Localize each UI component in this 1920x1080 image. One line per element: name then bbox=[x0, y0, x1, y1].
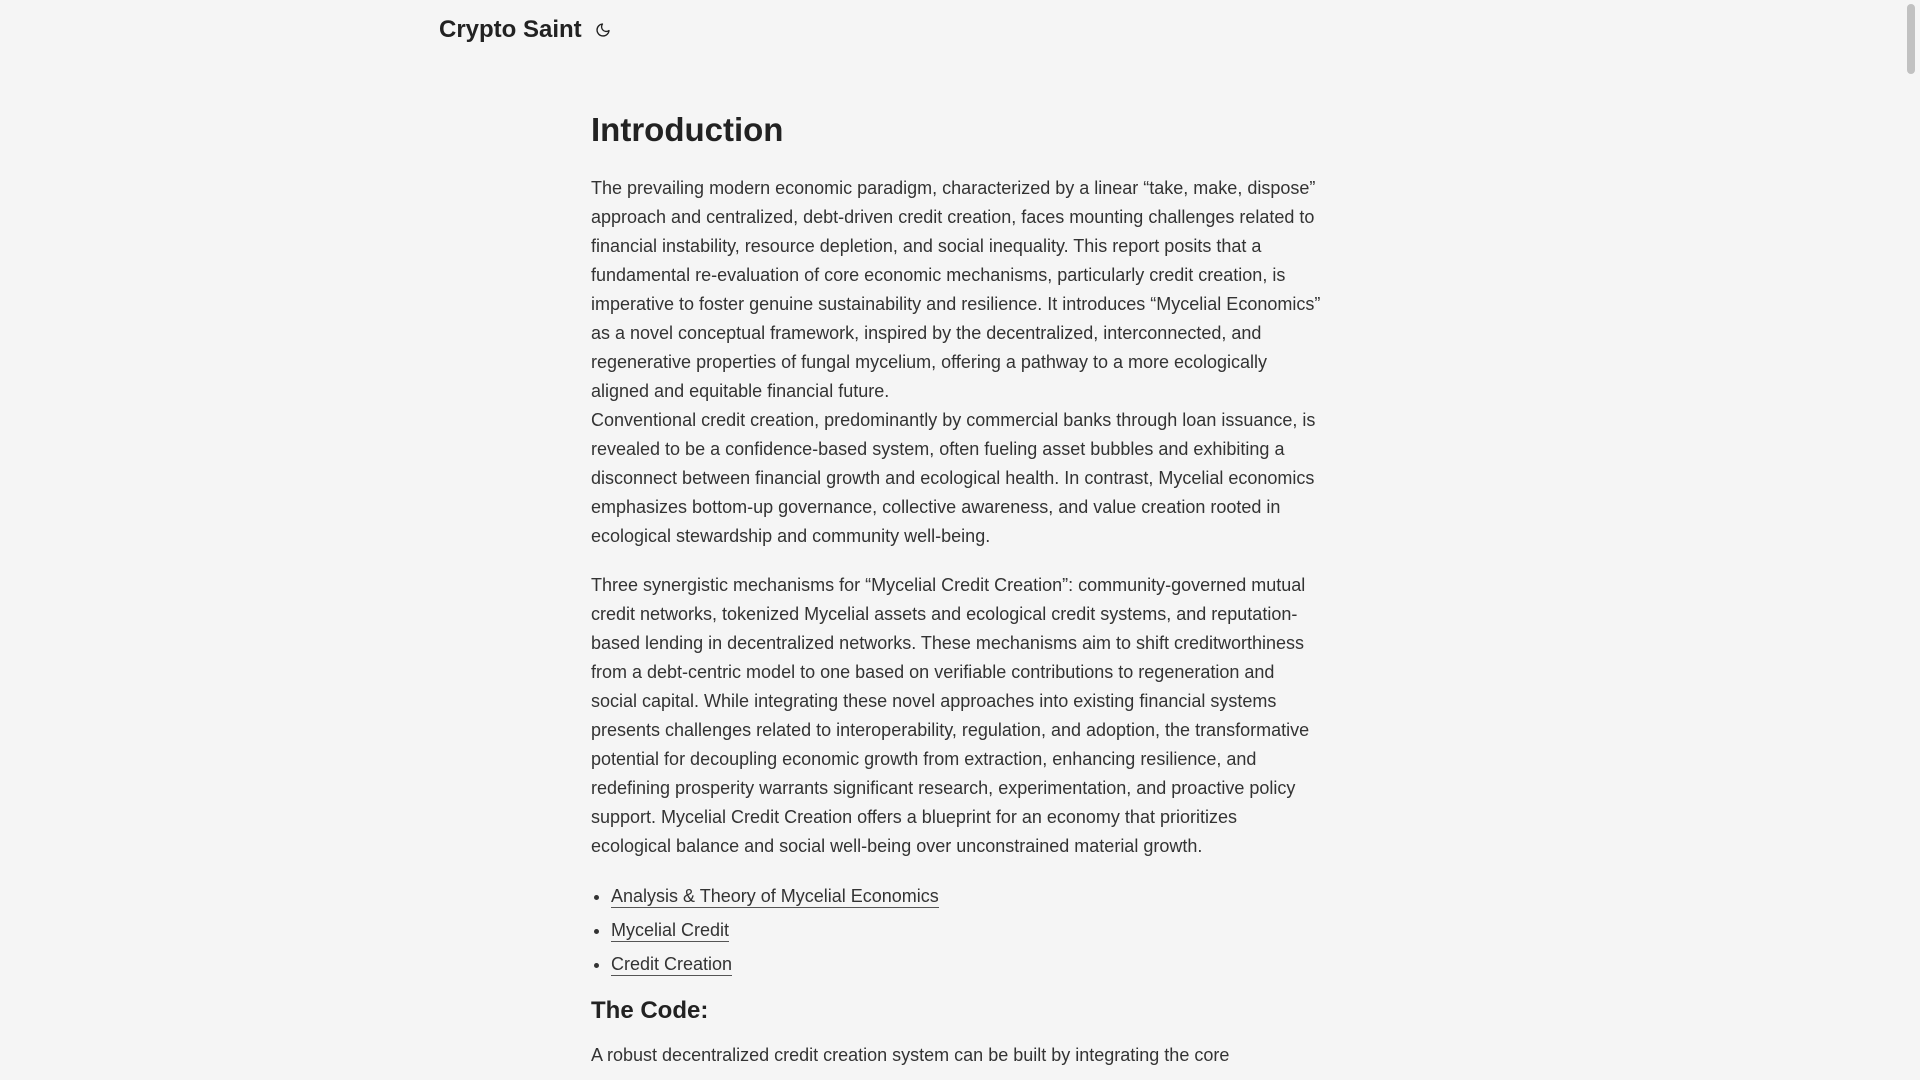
link-analysis-theory[interactable]: Analysis & Theory of Mycelial Economics bbox=[611, 886, 939, 906]
credit-paragraph: Conventional credit creation, predominantly by commercial banks through loan issuance, is revealed to be a confidence-based system, often fueling asset bubbles and exhibiting a disconnect between financial growth and ecological health. In contrast, Mycelial economics emphasizes bottom-up governance, collective awareness, and value creation rooted in ecological stewardship and community well-being. bbox=[591, 410, 1316, 546]
site-title-link[interactable]: Crypto Saint bbox=[439, 16, 582, 43]
section-title-code: The Code: bbox=[591, 997, 709, 1024]
list-item bbox=[611, 947, 1321, 981]
mechanisms-paragraph: Three synergistic mechanisms for “Mycelial Credit Creation”: community-governed mutual credit networks, tokenized Mycelial assets and ecological credit systems, and reputation-based lending in decentralized networks. These mechanisms aim to shift creditworthiness from a debt-centric model to one based on verifiable contributions to regeneration and social capital. While integrating these novel approaches into existing financial systems presents challenges related to interoperability, regulation, and adoption, the transformative potential for decoupling economic growth from extraction, enhancing resilience, and redefining prosperity warrants significant research, experimentation, and proactive policy support. Mycelial Credit Creation offers a blueprint for an economy that prioritizes ecological balance and social well-being over unconstrained material growth. bbox=[591, 575, 1310, 856]
moon-icon[interactable] bbox=[592, 19, 614, 41]
scrollbar-thumb[interactable] bbox=[1907, 4, 1915, 74]
page-title: Introduction bbox=[591, 111, 784, 148]
related-links-list bbox=[591, 879, 1321, 981]
code-section-paragraph: A robust decentralized credit creation system can be built by integrating the core bbox=[591, 1045, 1230, 1065]
site-header bbox=[439, 12, 614, 48]
intro-paragraph: The prevailing modern economic paradigm, characterized by a linear “take, make, dispose” approach and centralized, debt-driven credit creation, faces mounting challenges related to financial instability, resource depletion, and social inequality. This report posits that a fundamental re-evaluation of core economic mechanisms, particularly credit creation, is imperative to foster genuine sustainability and resilience. It introduces “Mycelial Economics” as a novel conceptual framework, inspired by the decentralized, interconnected, and regenerative properties of fungal mycelium, offering a pathway to a more ecologically aligned and equitable financial future. bbox=[591, 178, 1321, 401]
list-item bbox=[611, 879, 1321, 913]
list-item bbox=[611, 913, 1321, 947]
article bbox=[591, 110, 1321, 1070]
link-credit-creation[interactable]: Credit Creation bbox=[611, 954, 733, 974]
link-mycelial-credit[interactable]: Mycelial Credit bbox=[611, 920, 730, 940]
vertical-scrollbar[interactable] bbox=[1902, 0, 1920, 1080]
